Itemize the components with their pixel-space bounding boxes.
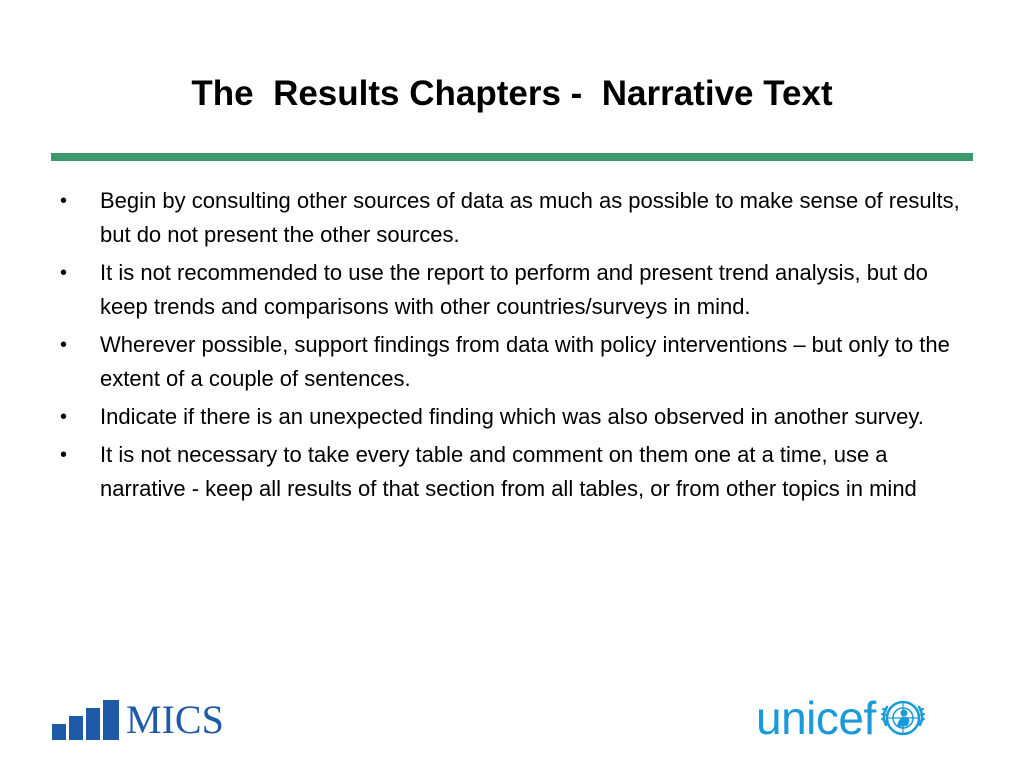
mics-bar xyxy=(52,724,66,740)
bullet-marker: • xyxy=(60,262,68,284)
bullet-marker: • xyxy=(60,334,68,356)
bullet-item xyxy=(60,328,960,396)
mics-bars-icon xyxy=(52,700,122,740)
bullet-marker: • xyxy=(60,444,68,466)
bullet-list xyxy=(60,184,960,510)
bullet-text: It is not necessary to take every table and comment on them one at a time, use a narrative - keep all results of that section from all tables, or from other topics in mind xyxy=(100,442,917,501)
bullet-text: Indicate if there is an unexpected finding which was also observed in another survey. xyxy=(100,404,924,429)
unicef-emblem-icon xyxy=(880,695,926,741)
bullet-item xyxy=(60,400,960,434)
mics-bar xyxy=(86,708,100,740)
unicef-logo xyxy=(756,690,926,746)
mics-bar xyxy=(103,700,119,740)
title-divider xyxy=(51,153,973,161)
bullet-text: It is not recommended to use the report to perform and present trend analysis, but do keep trends and comparisons with other countries/surveys in mind. xyxy=(100,260,928,319)
mics-bar xyxy=(69,716,83,740)
unicef-logo-text: unicef xyxy=(756,692,876,744)
slide-title: The Results Chapters - Narrative Text xyxy=(191,74,833,113)
bullet-text: Wherever possible, support findings from data with policy interventions – but only to the extent of a couple of sentences. xyxy=(100,332,950,391)
bullet-marker: • xyxy=(60,406,68,428)
bullet-item xyxy=(60,184,960,252)
bullet-text: Begin by consulting other sources of data as much as possible to make sense of results, but do not present the other sources. xyxy=(100,188,960,247)
bullet-item xyxy=(60,438,960,506)
mics-logo xyxy=(52,696,224,740)
mics-logo-text: MICS xyxy=(126,697,224,742)
bullet-item xyxy=(60,256,960,324)
bullet-marker: • xyxy=(60,190,68,212)
